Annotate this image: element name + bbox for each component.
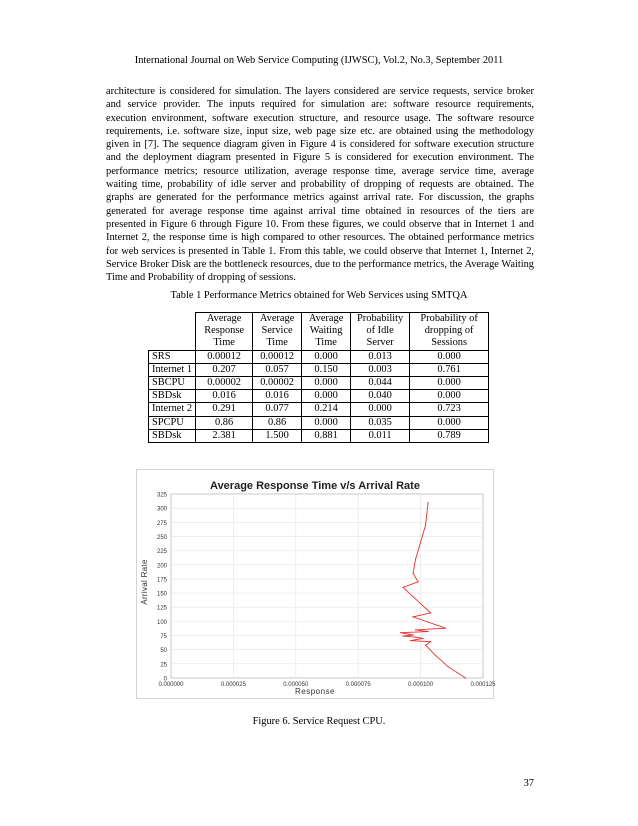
plot-area bbox=[171, 494, 483, 678]
data-point bbox=[445, 628, 446, 629]
y-axis-label: Arrival Rate bbox=[140, 559, 149, 605]
table-caption: Table 1 Performance Metrics obtained for Web Services using SMTQA bbox=[170, 290, 468, 301]
x-tick-label: 0.000075 bbox=[345, 682, 371, 688]
table-cell: 0.000 bbox=[351, 403, 410, 416]
data-point bbox=[465, 677, 466, 678]
chart-svg bbox=[137, 470, 496, 698]
table-cell: 0.000 bbox=[410, 390, 489, 403]
table-cell: 0.003 bbox=[351, 363, 410, 376]
x-tick-label: 0.000100 bbox=[408, 682, 434, 688]
table-row bbox=[149, 403, 489, 416]
header-average-response-time bbox=[196, 313, 253, 351]
data-point bbox=[403, 636, 404, 637]
header-line: Service bbox=[261, 325, 293, 337]
data-point bbox=[415, 629, 416, 630]
table-cell: 2.381 bbox=[196, 429, 253, 442]
table-cell: 0.723 bbox=[410, 403, 489, 416]
table-cell: 0.86 bbox=[253, 416, 302, 429]
header-line: Time bbox=[266, 337, 288, 349]
header-line: Probability of bbox=[420, 313, 478, 324]
data-point bbox=[428, 502, 429, 503]
data-point bbox=[428, 631, 429, 632]
header-line: Waiting bbox=[309, 325, 343, 337]
table-cell: 0.035 bbox=[351, 416, 410, 429]
row-label: SBDsk bbox=[149, 429, 196, 442]
chart-title: Average Response Time v/s Arrival Rate bbox=[210, 480, 420, 492]
table-cell: 0.013 bbox=[351, 350, 410, 363]
table-cell: 0.040 bbox=[351, 390, 410, 403]
data-point bbox=[415, 637, 416, 638]
y-tick-label: 200 bbox=[156, 563, 167, 570]
x-tick-label: 0.000125 bbox=[470, 682, 496, 688]
data-point bbox=[418, 581, 419, 582]
table-cell: 0.000 bbox=[302, 350, 351, 363]
header-line: Time bbox=[213, 337, 235, 349]
header-line: Average bbox=[259, 313, 295, 324]
header-line: Time bbox=[315, 337, 337, 349]
y-tick-label: 125 bbox=[156, 605, 167, 612]
y-tick-label: 0 bbox=[163, 676, 167, 683]
table-cell: 0.057 bbox=[253, 363, 302, 376]
data-point bbox=[425, 525, 426, 526]
header-probability-dropping-sessions bbox=[410, 313, 489, 351]
table-header-row bbox=[149, 313, 489, 351]
header-line: Probability bbox=[357, 313, 404, 324]
table-cell: 0.00002 bbox=[253, 377, 302, 390]
table-cell: 0.207 bbox=[196, 363, 253, 376]
table-cell: 0.00012 bbox=[196, 350, 253, 363]
table-row bbox=[149, 377, 489, 390]
header-line: dropping of bbox=[424, 325, 474, 337]
header-average-waiting-time bbox=[302, 313, 351, 351]
table-cell: 0.214 bbox=[302, 403, 351, 416]
figure-caption: Figure 6. Service Request CPU. bbox=[252, 716, 386, 727]
y-tick-label: 225 bbox=[156, 549, 167, 556]
header-line: Response bbox=[204, 325, 245, 337]
data-point bbox=[420, 542, 421, 543]
page-number: 37 bbox=[523, 778, 534, 789]
table-row bbox=[149, 429, 489, 442]
journal-header: International Journal on Web Service Computing (IJWSC), Vol.2, No.3, September 2011 bbox=[134, 55, 504, 66]
data-point bbox=[448, 666, 449, 667]
y-tick-label: 300 bbox=[156, 506, 167, 513]
table-cell: 0.000 bbox=[302, 390, 351, 403]
table-cell: 0.789 bbox=[410, 429, 489, 442]
header-average-service-time bbox=[253, 313, 302, 351]
plot-background bbox=[171, 494, 483, 678]
y-tick-label: 175 bbox=[156, 577, 167, 584]
data-point bbox=[430, 612, 431, 613]
header-line: Average bbox=[206, 313, 242, 324]
y-tick-label: 250 bbox=[156, 534, 167, 541]
row-label: SBCPU bbox=[149, 377, 196, 390]
y-tick-label: 325 bbox=[156, 492, 167, 499]
data-point bbox=[410, 640, 411, 641]
table-cell: 0.00012 bbox=[253, 350, 302, 363]
x-axis-label: Response bbox=[294, 687, 336, 696]
data-point bbox=[430, 641, 431, 642]
table-cell: 0.000 bbox=[410, 350, 489, 363]
y-axis-ticks bbox=[157, 493, 168, 683]
data-point bbox=[423, 638, 424, 639]
body-paragraph: architecture is considered for simulation. The layers considered are service requests, service broker and service provider. The inputs required for simulation are: software resource requirements, execution environment, software execution structure, and resource usage. The software resource requirements, i.e. software size, input size, web page size etc. are obtained using the methodology given in [7]. The sequence diagram given in Figure 4 is considered for software execution structure and the deployment diagram presented in Figure 5 is considered for execution environment. The performance metrics; resource utilization, average response time, average service time, average waiting time, probability of idle server and probability of dropping of requests are obtained. The graphs are generated for the performance metrics against arrival rate. For discussion, the graphs generated for average response time against arrival time obtained in resources of the tiers are presented in Figure 6 through Figure 10. From these figures, we could observe that in Internet 1 and Internet 2, the response time is high compared to other resources. The obtained performance metrics for web services is presented in Table 1. From this table, we could observe that Internet 1, Internet 2, Service Broker Disk are the bottleneck resources, due to the performance metrics, the Average Waiting Time and Probability of dropping of sessions. bbox=[106, 86, 534, 284]
header-line: Sessions bbox=[431, 337, 468, 349]
table-cell: 0.000 bbox=[410, 377, 489, 390]
table-cell: 1.500 bbox=[253, 429, 302, 442]
x-tick-label: 0.000025 bbox=[220, 682, 246, 688]
data-point bbox=[400, 632, 401, 633]
table-row bbox=[149, 350, 489, 363]
table-cell: 0.011 bbox=[351, 429, 410, 442]
table-cell: 0.761 bbox=[410, 363, 489, 376]
table-cell: 0.00002 bbox=[196, 377, 253, 390]
table-cell: 0.000 bbox=[410, 416, 489, 429]
table-row bbox=[149, 416, 489, 429]
response-time-chart bbox=[136, 469, 494, 699]
data-point bbox=[413, 634, 414, 635]
row-label: SRS bbox=[149, 350, 196, 363]
table-cell: 0.86 bbox=[196, 416, 253, 429]
header-line: Server bbox=[366, 337, 394, 349]
table-cell: 0.016 bbox=[196, 390, 253, 403]
data-point bbox=[435, 655, 436, 656]
table-cell: 0.044 bbox=[351, 377, 410, 390]
header-probability-idle-server bbox=[351, 313, 410, 351]
table-corner-cell bbox=[149, 313, 196, 351]
table-row bbox=[149, 390, 489, 403]
header-line: Average bbox=[308, 313, 344, 324]
table-cell: 0.000 bbox=[302, 416, 351, 429]
table-row bbox=[149, 363, 489, 376]
performance-metrics-table bbox=[148, 312, 489, 443]
data-point bbox=[403, 587, 404, 588]
row-label: SBDsk bbox=[149, 390, 196, 403]
data-point bbox=[413, 573, 414, 574]
y-tick-label: 150 bbox=[156, 591, 167, 598]
row-label: Internet 1 bbox=[149, 363, 196, 376]
y-tick-label: 275 bbox=[156, 520, 167, 527]
table-cell: 0.077 bbox=[253, 403, 302, 416]
y-tick-label: 100 bbox=[156, 619, 167, 626]
data-point bbox=[425, 645, 426, 646]
table-cell: 0.000 bbox=[302, 377, 351, 390]
table-cell: 0.016 bbox=[253, 390, 302, 403]
x-tick-label: 0.000050 bbox=[283, 682, 309, 688]
y-tick-label: 75 bbox=[160, 634, 167, 641]
data-point bbox=[413, 616, 414, 617]
table-cell: 0.150 bbox=[302, 363, 351, 376]
row-label: Internet 2 bbox=[149, 403, 196, 416]
table-cell: 0.881 bbox=[302, 429, 351, 442]
table-cell: 0.291 bbox=[196, 403, 253, 416]
data-point bbox=[415, 559, 416, 560]
row-label: SPCPU bbox=[149, 416, 196, 429]
y-tick-label: 25 bbox=[160, 662, 167, 669]
header-line: of Idle bbox=[366, 325, 394, 337]
x-tick-label: 0.000000 bbox=[158, 682, 184, 688]
y-tick-label: 50 bbox=[160, 648, 167, 655]
